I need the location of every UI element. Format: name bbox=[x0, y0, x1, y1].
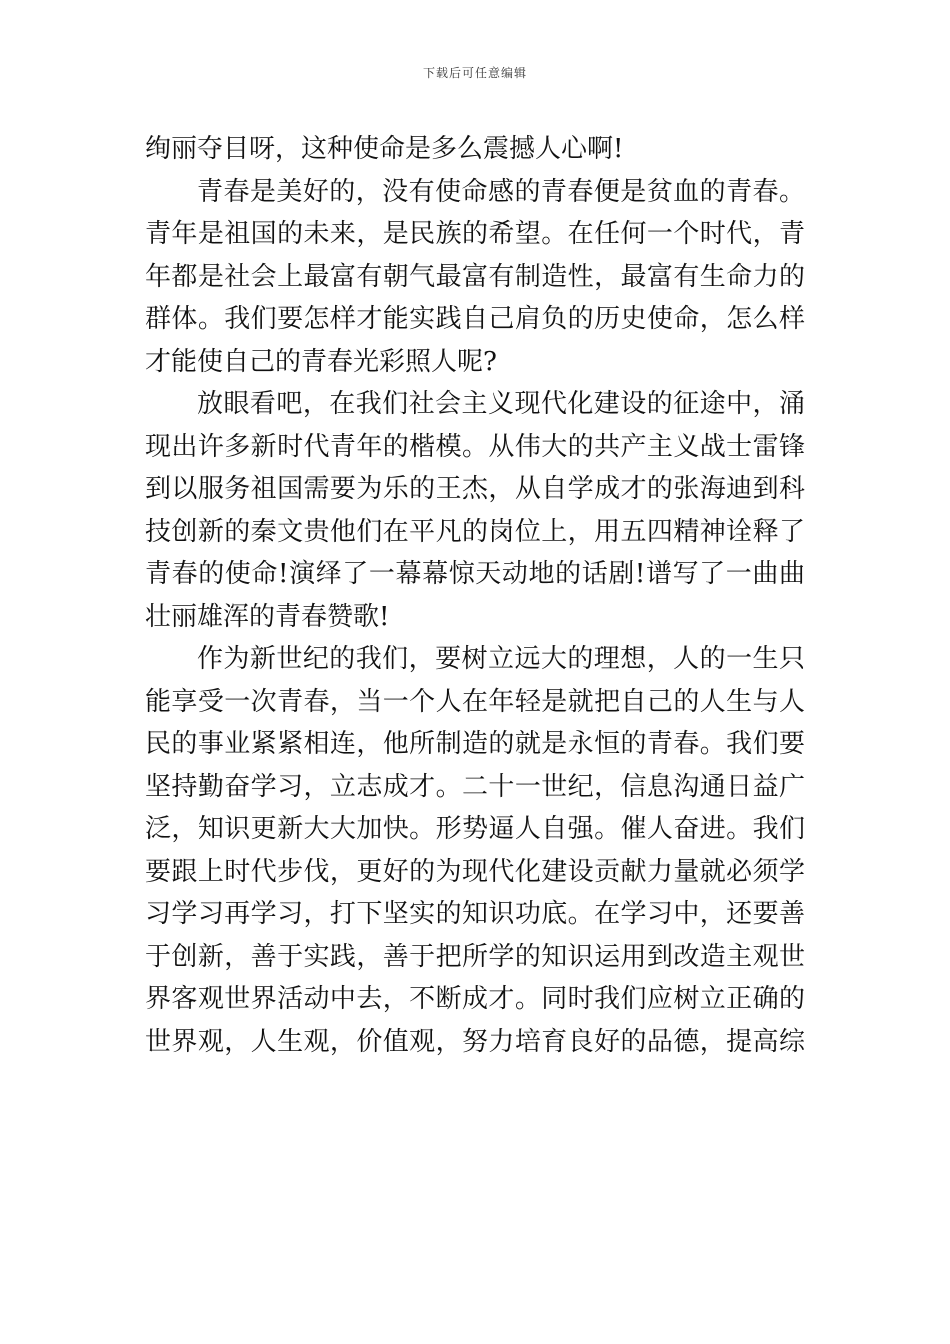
text-line: 能享受一次青春，当一个人在年轻是就把自己的人生与人 bbox=[145, 686, 805, 717]
text-line: 于创新，善于实践，善于把所学的知识运用到改造主观世 bbox=[145, 941, 805, 972]
text-line: 技创新的秦文贵他们在平凡的岗位上，用五四精神诠释了 bbox=[145, 516, 805, 547]
text-line: 壮丽雄浑的青春赞歌! bbox=[145, 601, 390, 632]
text-line: 放眼看吧，在我们社会主义现代化建设的征途中，涌 bbox=[197, 389, 805, 419]
header-note: 下载后可任意编辑 bbox=[422, 66, 527, 80]
text-line: 泛，知识更新大大加快。形势逼人自强。催人奋进。我们 bbox=[145, 814, 805, 844]
text-line: 要跟上时代步伐，更好的为现代化建设贡献力量就必须学 bbox=[145, 856, 805, 887]
text-line: 到以服务祖国需要为乐的王杰，从自学成才的张海迪到科 bbox=[145, 474, 805, 504]
text-line: 民的事业紧紧相连，他所制造的就是永恒的青春。我们要 bbox=[145, 729, 805, 759]
text-line: 坚持勤奋学习，立志成才。二十一世纪，信息沟通日益广 bbox=[145, 771, 805, 802]
text-line: 才能使自己的青春光彩照人呢? bbox=[145, 346, 497, 377]
text-line: 绚丽夺目呀，这种使命是多么震撼人心啊! bbox=[145, 134, 624, 164]
body-text bbox=[145, 128, 805, 1063]
text-line: 青年是祖国的未来，是民族的希望。在任何一个时代，青 bbox=[145, 219, 805, 249]
text-line: 群体。我们要怎样才能实践自己肩负的历史使命，怎么样 bbox=[145, 304, 805, 334]
text-line: 现出许多新时代青年的楷模。从伟大的共产主义战士雷锋 bbox=[145, 431, 805, 462]
text-line: 界客观世界活动中去，不断成才。同时我们应树立正确的 bbox=[145, 984, 805, 1014]
text-line: 年都是社会上最富有朝气最富有制造性，最富有生命力的 bbox=[145, 261, 805, 292]
text-line: 青春的使命!演绎了一幕幕惊天动地的话剧!谱写了一曲曲 bbox=[145, 559, 805, 589]
text-line: 习学习再学习，打下坚实的知识功底。在学习中，还要善 bbox=[145, 899, 805, 929]
text-line: 世界观，人生观，价值观，努力培育良好的品德，提高综 bbox=[145, 1026, 805, 1057]
text-line: 作为新世纪的我们，要树立远大的理想，人的一生只 bbox=[197, 644, 805, 674]
text-line: 青春是美好的，没有使命感的青春便是贫血的青春。 bbox=[197, 176, 805, 207]
